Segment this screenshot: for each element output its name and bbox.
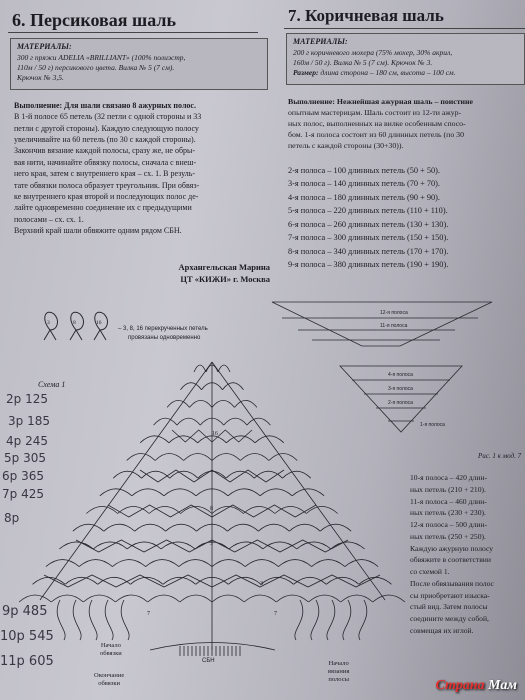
chain-arc bbox=[146, 560, 179, 567]
small-shawl-label: 2-я полоса bbox=[388, 400, 413, 406]
chain-arc bbox=[132, 489, 164, 496]
chain-arc bbox=[127, 454, 155, 461]
stitch-count: 7 bbox=[274, 611, 277, 617]
chain-arc bbox=[247, 418, 270, 425]
big-shawl-label: 12-я полоса bbox=[380, 310, 408, 316]
handwritten-note: 11р 605 bbox=[0, 654, 54, 669]
strip-tail-line: После обвязывания полос bbox=[410, 578, 494, 588]
schema-outline bbox=[40, 362, 385, 600]
chain-arc bbox=[194, 365, 206, 372]
strip-item: 8-я полоса – 340 длинных петель (170 + 170). bbox=[288, 246, 449, 256]
chain-arc bbox=[177, 418, 200, 425]
chain-arc bbox=[93, 542, 127, 549]
chain-arc bbox=[180, 595, 212, 602]
handwritten-note: 3р 185 bbox=[8, 414, 50, 428]
author-location: ЦТ «КИЖИ» г. Москва bbox=[180, 273, 270, 284]
loop-curve bbox=[359, 600, 367, 640]
left-body-line: Закончив вязание каждой полосы, сразу же, не обры- bbox=[14, 146, 196, 156]
right-body-line: петель с каждой стороны (30+30)). bbox=[288, 141, 404, 151]
strip-tail-line: стый вид. Затем полосы bbox=[410, 602, 488, 612]
chain-arc bbox=[169, 436, 198, 443]
handwritten-note: 5р 305 bbox=[4, 451, 46, 465]
chain-arc bbox=[104, 524, 135, 531]
start-edging-label-line: Начало bbox=[100, 642, 121, 649]
schema-title: Схема 1 bbox=[38, 380, 66, 389]
watermark-suffix: Мам bbox=[488, 678, 517, 693]
right-materials-line: 160м / 50 г). Вилка № 5 (7 см). Крючок № 3. bbox=[293, 57, 433, 67]
loop-curve bbox=[343, 600, 351, 640]
chain-arc bbox=[170, 471, 198, 478]
small-shawl-label: 1-я полоса bbox=[420, 422, 445, 428]
right-body-line: ных полос, выполненных на вилке особенным спосо- bbox=[288, 119, 466, 129]
chain-arc bbox=[331, 542, 365, 549]
loop-curve bbox=[311, 600, 319, 640]
sbn-label: СБН bbox=[202, 658, 215, 664]
left-body-line: петли с другой стороны). Каждую следующую полосу bbox=[14, 123, 199, 133]
chain-arc bbox=[154, 418, 177, 425]
chain-arc bbox=[83, 595, 115, 602]
chain-arc bbox=[212, 400, 235, 407]
chain-arc bbox=[113, 471, 141, 478]
chain-arc bbox=[373, 595, 405, 602]
legend-text: провязаны одновременно bbox=[128, 335, 201, 341]
handwritten-note: 7р 425 bbox=[2, 487, 44, 501]
chain-arc bbox=[228, 524, 259, 531]
chain-arc bbox=[345, 560, 378, 567]
left-body-line: В 1-й полосе 65 петель (32 петли с одной стороны и 33 bbox=[14, 112, 202, 122]
strip-item: 9-я полоса – 380 длинных петель (190 + 190). bbox=[288, 260, 449, 270]
chain-arc bbox=[312, 560, 345, 567]
handwritten-note: 9р 485 bbox=[2, 604, 48, 619]
chain-arc bbox=[289, 524, 320, 531]
strip-tail-line: ных петель (230 + 230). bbox=[410, 508, 486, 518]
left-body-line: ке внутреннего края второй и последующих полос де- bbox=[14, 191, 199, 201]
chain-arc bbox=[163, 577, 196, 584]
chain-arc bbox=[135, 524, 166, 531]
handwritten-note: 8р bbox=[4, 511, 20, 525]
chain-arc bbox=[223, 383, 244, 390]
chain-arc bbox=[79, 560, 112, 567]
chain-arc bbox=[73, 524, 104, 531]
chain-arc bbox=[226, 471, 254, 478]
base-arc bbox=[150, 643, 275, 651]
chain-arc bbox=[179, 560, 212, 567]
chain-arc bbox=[166, 524, 197, 531]
stitch-count: 3 bbox=[260, 581, 263, 587]
legend-number: 16 bbox=[96, 320, 102, 326]
chain-arc bbox=[255, 436, 284, 443]
left-materials-line: 110м / 50 г) персикового цвета. Вилка № 5 (7 см). bbox=[17, 62, 175, 72]
strip-tail-line: обвяжите в соответствии bbox=[410, 555, 491, 565]
loop-curve bbox=[89, 600, 97, 640]
right-body-line: Выполнение: Нежнейшая ажурная шаль – поистине bbox=[288, 97, 473, 106]
chain-arc bbox=[155, 454, 184, 461]
left-body-line: полосами – сх. сх. 1. bbox=[14, 214, 84, 224]
strip-tail-line: со схемой 1. bbox=[410, 567, 450, 577]
chain-arc bbox=[212, 595, 244, 602]
right-materials-line: 200 г коричневого мохера (75% мохер, 30% акрил, bbox=[293, 47, 453, 57]
strip-item: 2-я полоса – 100 длинных петель (50 + 50). bbox=[288, 166, 440, 175]
chain-arc bbox=[278, 560, 311, 567]
handwritten-note: 10р 545 bbox=[0, 629, 54, 644]
chain-arc bbox=[184, 454, 212, 461]
watermark-prefix: Страна bbox=[435, 678, 485, 693]
site-watermark bbox=[435, 678, 517, 694]
loop-curve bbox=[73, 600, 81, 640]
left-body-line: него края, затем с внутреннего края – сх. 1. В резуль- bbox=[14, 169, 196, 179]
size-label: Размер: bbox=[293, 68, 319, 78]
chain-arc bbox=[235, 400, 257, 407]
left-materials-line: Крючок № 3,5. bbox=[17, 73, 64, 83]
start-knitting-label bbox=[328, 660, 349, 684]
strip-tail-line: 10-я полоса – 420 длин- bbox=[410, 473, 488, 482]
legend-text: – 3, 8, 16 перекрученных петель bbox=[118, 326, 208, 332]
big-shawl-label: 11-я полоса bbox=[380, 323, 408, 329]
chain-arc bbox=[181, 383, 202, 390]
strip-tail-line: совмещая их иглой. bbox=[410, 625, 474, 635]
small-shawl-label: 3-я полоса bbox=[388, 386, 413, 392]
stitch-count: 8 bbox=[210, 506, 213, 512]
chain-arc bbox=[260, 489, 292, 496]
chain-arc bbox=[112, 560, 145, 567]
chain-arc bbox=[116, 595, 148, 602]
chain-arc bbox=[228, 577, 261, 584]
chain-arc bbox=[297, 542, 331, 549]
stitch-count: 3 bbox=[210, 541, 213, 547]
chain-arc bbox=[161, 542, 195, 549]
strip-tail-line: ных петель (250 + 250). bbox=[410, 531, 486, 541]
chain-arc bbox=[294, 577, 327, 584]
strip-tail-line: Каждую ажурную полосу bbox=[410, 543, 494, 553]
chain-arc bbox=[240, 454, 269, 461]
strip-tail-line: соедините между собой, bbox=[410, 614, 489, 624]
loop-curve bbox=[121, 600, 129, 640]
chain-arc bbox=[341, 595, 373, 602]
strip-item: 5-я полоса – 220 длинных петель (110 + 110). bbox=[288, 206, 448, 216]
strip-tail-line: сы приобретают изыска- bbox=[410, 590, 490, 600]
left-body-line: Верхний край шали обвяжите одним рядом СБН. bbox=[14, 225, 182, 235]
right-body-line: бом. 1-я полоса состоит из 60 длинных петель (по 30 bbox=[288, 130, 464, 140]
legend-number: 3 bbox=[47, 320, 50, 326]
strip-tail-line: ных петель (210 + 210). bbox=[410, 484, 486, 494]
strip-item: 6-я полоса – 260 длинных петель (130 + 130). bbox=[288, 219, 449, 229]
author-name: Архангельская Марина bbox=[178, 262, 270, 272]
left-body-line: увеличивайте на 60 петель (по 30 с каждой стороны). bbox=[14, 135, 196, 145]
chain-arc bbox=[276, 595, 308, 602]
left-materials-line: 300 г пряжи ADELIA «BRILLIANT» (100% полиэстр, bbox=[17, 52, 186, 62]
start-edging-label bbox=[100, 642, 122, 658]
handwritten-note: 4р 245 bbox=[6, 434, 48, 448]
left-article-title: 6. Персиковая шаль bbox=[12, 10, 176, 30]
chain-arc bbox=[224, 418, 247, 425]
strip-tail-line: 12-я полоса – 500 длин- bbox=[410, 520, 488, 530]
chain-arc bbox=[59, 542, 93, 549]
handwritten-note: 6р 365 bbox=[2, 469, 44, 483]
chain-arc bbox=[229, 542, 263, 549]
chain-arc bbox=[228, 489, 260, 496]
chain-arc bbox=[167, 400, 189, 407]
legend-number: 8 bbox=[73, 320, 76, 326]
chain-arc bbox=[218, 365, 230, 372]
loop-curve bbox=[295, 600, 303, 640]
loop-curve bbox=[327, 600, 335, 640]
start-knitting-label-line: Начало bbox=[328, 660, 349, 667]
chain-arc bbox=[320, 524, 351, 531]
chain-arc bbox=[258, 524, 289, 531]
stitch-count: 7 bbox=[147, 611, 150, 617]
chain-arc bbox=[148, 595, 180, 602]
small-shawl-label: 4-я полоса bbox=[388, 372, 413, 378]
chain-arc bbox=[46, 560, 79, 567]
chain-arc bbox=[309, 595, 341, 602]
start-knitting-label-line: вязания bbox=[328, 668, 350, 676]
left-materials-heading: МАТЕРИАЛЫ: bbox=[17, 42, 72, 51]
chain-arc bbox=[65, 577, 98, 584]
chain-arc bbox=[164, 489, 196, 496]
strip-item: 7-я полоса – 300 длинных петель (150 + 150). bbox=[288, 233, 449, 243]
chain-arc bbox=[283, 471, 311, 478]
chain-arc bbox=[190, 400, 213, 407]
size-text: длина сторона – 180 см, высота – 100 см. bbox=[320, 68, 456, 78]
handwritten-note: 2р 125 bbox=[6, 392, 48, 406]
chain-arc bbox=[326, 577, 359, 584]
figure-caption: Рис. 1 к мод. 7 bbox=[478, 452, 522, 460]
strip-tail-line: 11-я полоса – 460 длин- bbox=[410, 496, 487, 506]
right-body-line: опытным мастерицам. Шаль состоит из 12-ти ажур- bbox=[288, 108, 462, 118]
end-edging-label-line: Окончание bbox=[94, 672, 125, 679]
chain-arc bbox=[226, 436, 255, 443]
left-body-line: тате обвязки полоса образует треугольник. При обвяз- bbox=[14, 180, 200, 190]
end-edging-label-line: обвязки bbox=[98, 680, 120, 688]
chain-arc bbox=[212, 560, 245, 567]
right-materials-heading: МАТЕРИАЛЫ: bbox=[293, 37, 348, 46]
start-knitting-label-line: полосы bbox=[328, 676, 349, 684]
chain-arc bbox=[212, 454, 240, 461]
start-edging-label-line: обвязки bbox=[100, 650, 122, 658]
strip-item: 3-я полоса – 140 длинных петель (70 + 70). bbox=[288, 179, 440, 189]
end-edging-label bbox=[94, 672, 124, 688]
loop-curve bbox=[105, 600, 113, 640]
left-body-line: Выполнение: Для шали связано 8 ажурных полос. bbox=[14, 101, 196, 110]
loop-curve bbox=[57, 600, 65, 640]
strip-item: 4-я полоса – 180 длинных петель (90 + 90). bbox=[288, 192, 440, 202]
chain-arc bbox=[244, 595, 276, 602]
right-article-title: 7. Коричневая шаль bbox=[288, 6, 444, 25]
stitch-count: 16 bbox=[212, 431, 218, 437]
left-body-line: вая нити, начинайте обвязку полосы, сначала с внеш- bbox=[14, 157, 197, 167]
chain-arc bbox=[245, 560, 278, 567]
chain-arc bbox=[19, 595, 51, 602]
chain-arc bbox=[51, 595, 83, 602]
chain-arc bbox=[98, 577, 131, 584]
left-body-line: лайте одновременно соединение их с предыдущими bbox=[14, 203, 192, 213]
